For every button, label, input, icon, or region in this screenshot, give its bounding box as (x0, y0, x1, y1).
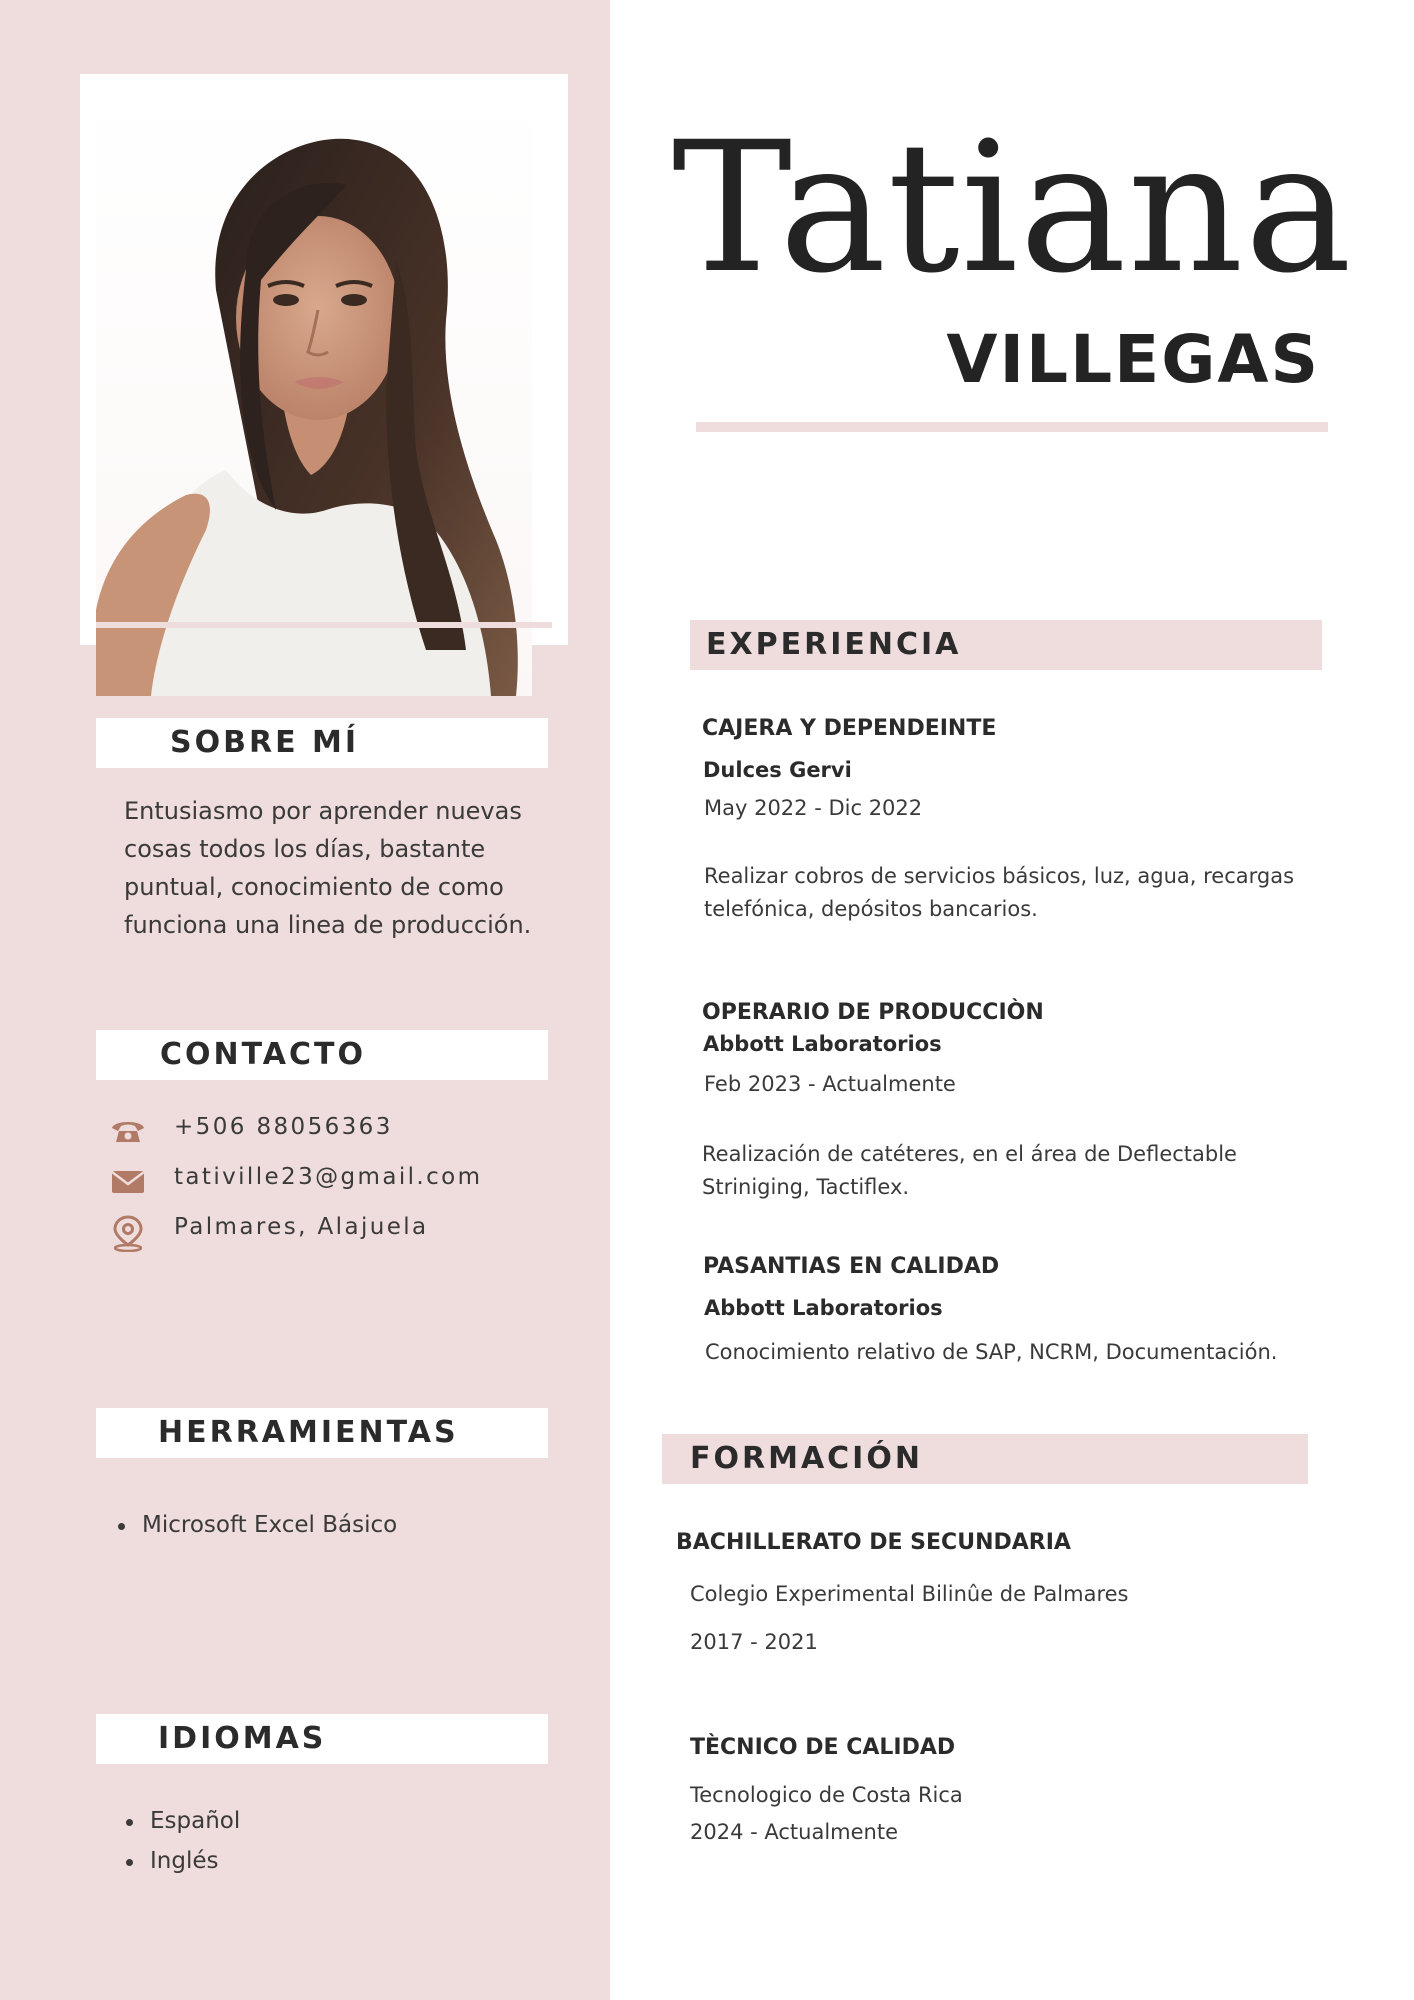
tools-heading (96, 1408, 548, 1458)
experience-heading-label: EXPERIENCIA (706, 627, 962, 662)
about-heading (96, 718, 548, 768)
languages-heading (96, 1714, 548, 1764)
job-role: PASANTIAS EN CALIDAD (703, 1254, 1000, 1279)
education-school: Tecnologico de Costa Rica (690, 1783, 963, 1807)
job-description: Realizar cobros de servicios básicos, luz, agua, recargas telefónica, depósitos bancarios. (704, 864, 1295, 921)
phone-icon (108, 1114, 148, 1148)
about-text: Entusiasmo por aprender nuevas cosas todos los días, bastante puntual, conocimiento de como funciona una linea de producción. (124, 797, 532, 939)
profile-photo-frame (80, 74, 568, 645)
tools-heading-label: HERRAMIENTAS (158, 1415, 459, 1450)
first-name: Tatiana (672, 104, 1353, 313)
job-dates: Feb 2023 - Actualmente (704, 1072, 956, 1096)
languages-heading-label: IDIOMAS (158, 1721, 327, 1756)
phone-number[interactable]: +506 88056363 (174, 1114, 393, 1140)
job-dates: May 2022 - Dic 2022 (704, 796, 923, 820)
job-company: Dulces Gervi (703, 758, 852, 782)
location-pin-icon (108, 1214, 148, 1248)
list-item: Microsoft Excel Básico (112, 1510, 397, 1550)
education-school: Colegio Experimental Bilinûe de Palmares (690, 1582, 1129, 1606)
last-name: VILLEGAS (946, 321, 1320, 398)
photo-underline (96, 622, 552, 628)
job-company: Abbott Laboratorios (703, 1032, 942, 1056)
profile-photo (96, 90, 532, 696)
education-degree: TÈCNICO DE CALIDAD (690, 1735, 956, 1760)
mail-icon (108, 1164, 148, 1198)
job-company: Abbott Laboratorios (704, 1296, 943, 1320)
job-role: OPERARIO DE PRODUCCIÒN (702, 1000, 1044, 1025)
contact-heading-label: CONTACTO (160, 1037, 366, 1072)
name-divider (696, 422, 1328, 432)
job-role: CAJERA Y DEPENDEINTE (702, 716, 997, 741)
education-dates: 2017 - 2021 (690, 1630, 818, 1654)
email-address[interactable]: tativille23@gmail.com (174, 1164, 483, 1190)
education-heading-label: FORMACIÓN (690, 1441, 923, 1476)
job-description: Conocimiento relativo de SAP, NCRM, Documentación. (705, 1340, 1278, 1364)
education-dates: 2024 - Actualmente (690, 1820, 899, 1844)
contact-heading (96, 1030, 548, 1080)
education-heading (662, 1434, 1308, 1484)
tools-list (112, 1510, 397, 1550)
location-text: Palmares, Alajuela (174, 1214, 429, 1240)
education-degree: BACHILLERATO DE SECUNDARIA (676, 1530, 1071, 1555)
about-heading-label: SOBRE MÍ (170, 725, 360, 760)
job-description: Realización de catéteres, en el área de Deflectable Striniging, Tactiflex. (702, 1142, 1237, 1199)
list-item: Inglés (120, 1846, 240, 1886)
list-item: Español (120, 1806, 240, 1846)
experience-heading (690, 620, 1322, 670)
languages-list (120, 1806, 240, 1886)
